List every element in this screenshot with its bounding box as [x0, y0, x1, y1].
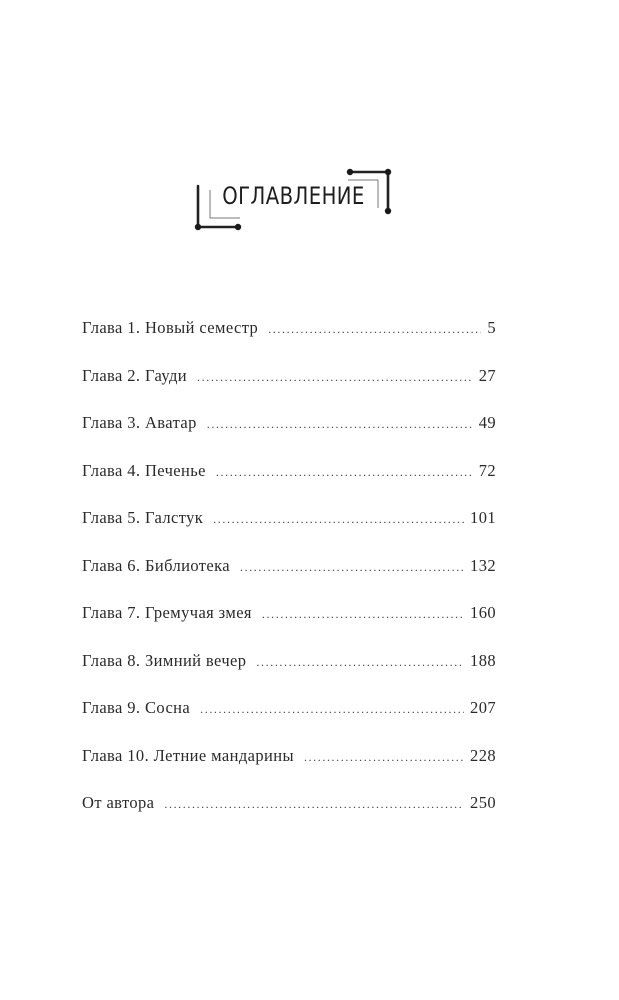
toc-entry-page: 250 [470, 793, 496, 812]
toc-entry-page: 188 [470, 650, 496, 670]
toc-entry-page: 5 [487, 318, 496, 337]
toc-entry-chapter-10[interactable] [82, 746, 496, 794]
dot-leader [197, 370, 473, 385]
dot-leader [213, 512, 464, 527]
toc-entry-title: От автора [82, 793, 155, 812]
toc-entry-title: Глава 3. Аватар [82, 413, 197, 432]
toc-entry-title: Глава 9. Сосна [82, 698, 191, 717]
dot-leader [207, 417, 473, 432]
toc-entry-chapter-4[interactable] [82, 461, 496, 509]
dot-leader [304, 750, 464, 765]
toc-entry-title: Глава 4. Печенье [82, 460, 206, 480]
toc-entry-chapter-6[interactable] [82, 556, 496, 604]
toc-entry-title: Глава 2. Гауди [82, 365, 188, 385]
toc-entry-page: 72 [478, 460, 496, 480]
dot-leader [200, 702, 464, 717]
toc-entry-page: 101 [470, 508, 496, 527]
toc-entry-chapter-9[interactable] [82, 698, 496, 746]
toc-entry-chapter-5[interactable] [82, 508, 496, 556]
toc-entry-afterword[interactable] [82, 793, 496, 841]
toc-heading-text: ОГЛАВЛЕНИЕ [222, 182, 365, 210]
table-of-contents [82, 318, 496, 841]
toc-entry-page: 228 [470, 745, 496, 765]
toc-entry-page: 132 [470, 555, 496, 575]
toc-entry-title: Глава 7. Гремучая змея [82, 603, 252, 622]
toc-entry-page: 160 [470, 603, 496, 622]
dot-leader [216, 465, 473, 480]
toc-entry-title: Глава 1. Новый семестр [82, 318, 259, 337]
toc-entry-title: Глава 5. Галстук [82, 508, 204, 527]
toc-entry-chapter-2[interactable] [82, 366, 496, 414]
toc-heading [188, 160, 398, 240]
toc-entry-page: 27 [478, 365, 496, 385]
toc-entry-chapter-3[interactable] [82, 413, 496, 461]
toc-entry-chapter-1[interactable] [82, 318, 496, 366]
dot-leader [262, 607, 464, 622]
toc-entry-chapter-8[interactable] [82, 651, 496, 699]
toc-entry-chapter-7[interactable] [82, 603, 496, 651]
toc-entry-title: Глава 8. Зимний вечер [82, 650, 247, 670]
toc-entry-title: Глава 10. Летние мандарины [82, 745, 294, 765]
dot-leader [256, 655, 464, 670]
dot-leader [164, 797, 464, 812]
toc-entry-page: 49 [478, 413, 496, 432]
toc-entry-title: Глава 6. Библиотека [82, 555, 230, 575]
dot-leader [240, 560, 464, 575]
toc-entry-page: 207 [470, 698, 496, 717]
dot-leader [268, 322, 481, 337]
